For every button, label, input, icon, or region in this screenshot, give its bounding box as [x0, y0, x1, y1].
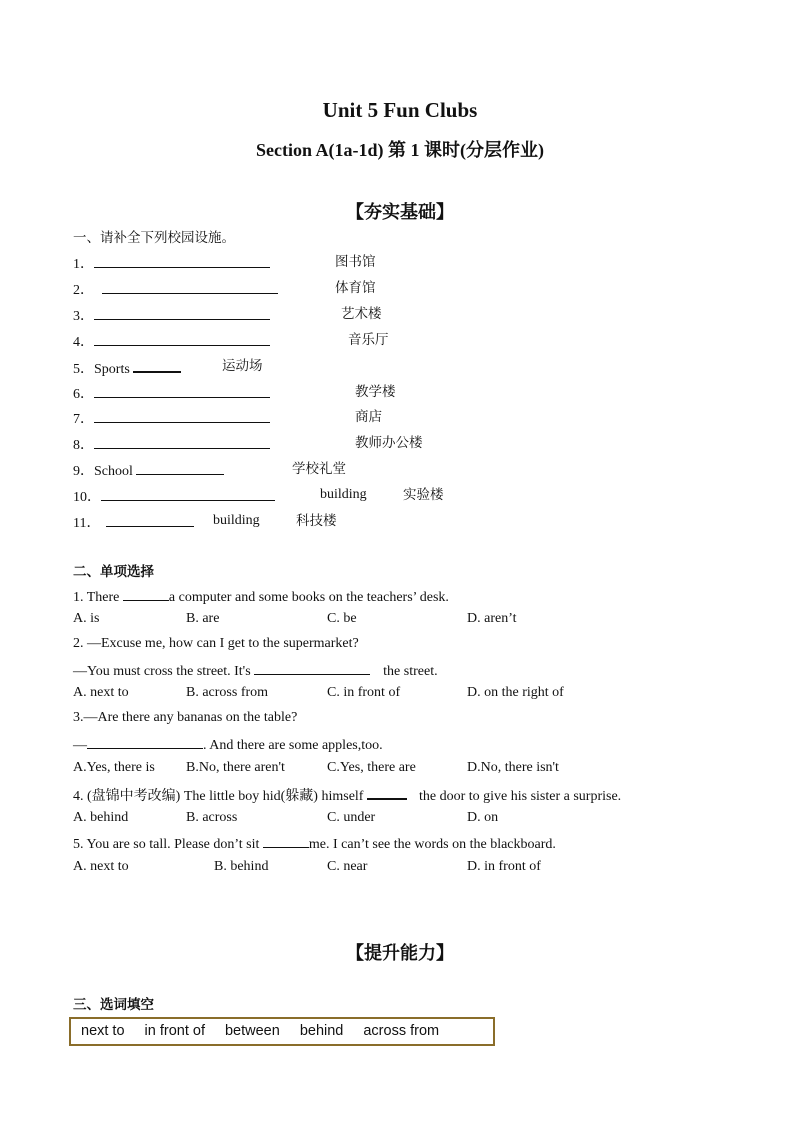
answer-blank[interactable]: [133, 357, 181, 373]
question-2: [73, 660, 438, 681]
option-b[interactable]: B.No, there aren't: [186, 760, 285, 775]
option-d[interactable]: D. on the right of: [467, 685, 564, 700]
answer-blank[interactable]: [94, 434, 270, 449]
question-3-stem: 3.—Are there any bananas on the table?: [73, 710, 298, 725]
answer-blank[interactable]: [367, 784, 407, 800]
word-bank-item: between: [224, 1023, 280, 1039]
list-item: [73, 460, 224, 481]
list-item: [73, 512, 194, 533]
question-text: 4. (盘锦中考改编) The little boy hid(躲藏) himself: [73, 789, 367, 804]
option-a[interactable]: A.Yes, there is: [73, 760, 155, 775]
item-chinese: 学校礼堂: [292, 461, 346, 477]
answer-blank[interactable]: [101, 486, 275, 501]
question-1: [73, 586, 449, 607]
section-heading-advance: 【提升能力】: [346, 943, 454, 964]
option-d[interactable]: D. aren’t: [467, 611, 517, 626]
question-text: me. I can’t see the words on the blackboard.: [308, 837, 556, 852]
option-a[interactable]: A. next to: [73, 859, 129, 874]
item-number: 3．: [73, 309, 94, 324]
word-bank-item: behind: [299, 1023, 344, 1039]
list-item: [73, 331, 270, 352]
option-a[interactable]: A. next to: [73, 685, 129, 700]
answer-blank[interactable]: [94, 408, 270, 423]
option-d[interactable]: D.No, there isn't: [467, 760, 559, 775]
list-item: [73, 279, 278, 300]
page-subtitle: Section A(1a-1d) 第 1 课时(分层作业): [256, 140, 544, 160]
item-chinese: 教学楼: [355, 384, 396, 400]
option-a[interactable]: A. behind: [73, 810, 129, 825]
option-c[interactable]: C. be: [327, 611, 357, 626]
answer-blank[interactable]: [94, 253, 270, 268]
option-a[interactable]: A. is: [73, 611, 100, 626]
answer-blank[interactable]: [263, 833, 309, 848]
item-chinese: 商店: [355, 409, 382, 425]
item-chinese: 体育馆: [335, 280, 376, 296]
item-number: 1．: [73, 257, 94, 272]
item-number: 9．: [73, 464, 94, 479]
list-item: [73, 305, 270, 326]
item-prefix: Sports: [94, 362, 130, 377]
option-b[interactable]: B. across from: [186, 685, 269, 700]
option-c[interactable]: C. in front of: [327, 685, 401, 700]
option-c[interactable]: C.Yes, there are: [327, 760, 416, 775]
question-text: . And there are some apples,too.: [203, 738, 383, 753]
part1-heading: 一、请补全下列校园设施。: [73, 230, 235, 246]
option-c[interactable]: C. under: [327, 810, 376, 825]
answer-blank[interactable]: [94, 305, 270, 320]
question-5: [73, 833, 556, 854]
item-number: 4．: [73, 335, 94, 350]
word-bank-item: next to: [81, 1023, 125, 1039]
option-b[interactable]: B. are: [186, 611, 220, 626]
item-number: 11．: [73, 516, 101, 531]
answer-blank[interactable]: [87, 734, 203, 749]
question-text: 5. You are so tall. Please don’t sit: [73, 837, 263, 852]
option-d[interactable]: D. on: [467, 810, 499, 825]
answer-blank[interactable]: [102, 279, 278, 294]
answer-blank[interactable]: [136, 460, 224, 475]
list-item: [73, 357, 181, 379]
item-number: 10．: [73, 490, 101, 505]
answer-blank[interactable]: [106, 512, 194, 527]
question-text: —You must cross the street. It's: [73, 664, 255, 679]
question-3: [73, 734, 383, 755]
item-chinese: 运动场: [222, 358, 263, 374]
item-suffix: building: [213, 513, 260, 528]
answer-blank[interactable]: [254, 660, 370, 675]
answer-blank[interactable]: [94, 383, 270, 398]
part2-heading: 二、单项选择: [73, 564, 154, 580]
word-bank: [69, 1017, 495, 1046]
item-chinese: 实验楼: [403, 487, 444, 503]
list-item: [73, 408, 270, 429]
question-text: —: [73, 738, 87, 753]
part3-heading: 三、选词填空: [73, 997, 154, 1013]
list-item: [73, 486, 275, 507]
item-chinese: 图书馆: [335, 254, 376, 270]
list-item: [73, 434, 270, 455]
word-bank-item: across from: [363, 1023, 440, 1039]
answer-blank[interactable]: [123, 586, 169, 601]
option-c[interactable]: C. near: [327, 859, 368, 874]
item-prefix: School: [94, 464, 133, 479]
option-b[interactable]: B. behind: [214, 859, 269, 874]
word-bank-item: in front of: [144, 1023, 205, 1039]
option-d[interactable]: D. in front of: [467, 859, 541, 874]
item-chinese: 科技楼: [296, 513, 337, 529]
question-text: the door to give his sister a surprise.: [418, 789, 622, 804]
item-chinese: 教师办公楼: [355, 435, 423, 451]
section-heading-basic: 【夯实基础】: [346, 202, 454, 223]
item-chinese: 艺术楼: [341, 306, 382, 322]
item-number: 8．: [73, 438, 94, 453]
answer-blank[interactable]: [94, 331, 270, 346]
question-text: 1. There: [73, 590, 123, 605]
question-4: [73, 784, 621, 806]
item-number: 6．: [73, 387, 94, 402]
item-number: 7．: [73, 412, 94, 427]
list-item: [73, 253, 270, 274]
item-number: 5．: [73, 362, 94, 377]
question-2-stem: 2. —Excuse me, how can I get to the supermarket?: [73, 636, 359, 651]
list-item: [73, 383, 270, 404]
item-suffix: building: [320, 487, 367, 502]
page-title: Unit 5 Fun Clubs: [322, 98, 478, 122]
item-chinese: 音乐厅: [348, 332, 389, 348]
question-text: a computer and some books on the teachers’ desk.: [168, 590, 449, 605]
question-text: the street.: [383, 664, 438, 679]
item-number: 2．: [73, 283, 94, 298]
option-b[interactable]: B. across: [186, 810, 238, 825]
